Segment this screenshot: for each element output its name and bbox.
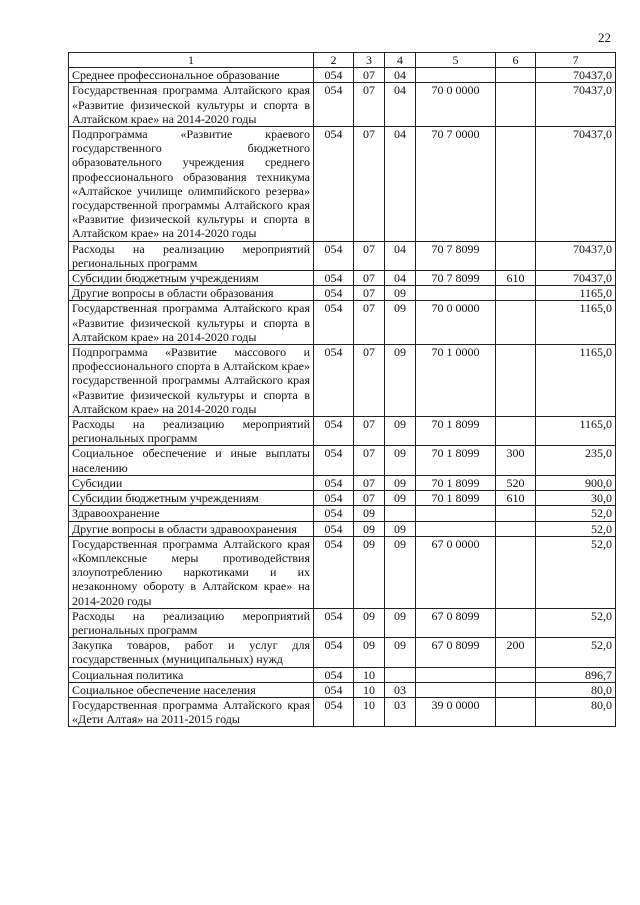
target-article-cell: 70 1 0000 (416, 345, 496, 417)
target-article-cell: 70 0 0000 (416, 301, 496, 345)
subsection-code-cell (385, 667, 416, 682)
section-code-cell: 07 (354, 475, 385, 490)
table-row (69, 286, 616, 301)
row-name-cell: Здравоохранение (69, 506, 314, 521)
expense-type-cell (496, 697, 536, 726)
ministry-code-cell: 054 (314, 241, 354, 270)
ministry-code-cell: 054 (314, 417, 354, 446)
amount-cell: 1165,0 (536, 417, 616, 446)
section-code-cell: 07 (354, 286, 385, 301)
amount-cell: 70437,0 (536, 83, 616, 127)
table-row (69, 417, 616, 446)
subsection-code-cell: 09 (385, 491, 416, 506)
section-code-cell: 07 (354, 301, 385, 345)
row-name-cell: Субсидии (69, 475, 314, 490)
target-article-cell: 70 7 0000 (416, 127, 496, 242)
subsection-code-cell: 04 (385, 68, 416, 83)
row-name-cell: Закупка товаров, работ и услуг для государственных (муниципальных) нужд (69, 638, 314, 667)
section-code-cell: 09 (354, 608, 385, 637)
ministry-code-cell: 054 (314, 271, 354, 286)
expense-type-cell: 300 (496, 446, 536, 475)
section-code-cell: 07 (354, 491, 385, 506)
table-row (69, 475, 616, 490)
target-article-cell (416, 667, 496, 682)
section-code-cell: 10 (354, 667, 385, 682)
ministry-code-cell: 054 (314, 83, 354, 127)
target-article-cell (416, 521, 496, 536)
subsection-code-cell: 03 (385, 697, 416, 726)
ministry-code-cell: 054 (314, 521, 354, 536)
target-article-cell (416, 286, 496, 301)
header-row (69, 53, 616, 68)
table-row (69, 345, 616, 417)
section-code-cell: 07 (354, 83, 385, 127)
amount-cell: 1165,0 (536, 301, 616, 345)
table-row (69, 301, 616, 345)
subsection-code-cell: 09 (385, 446, 416, 475)
target-article-cell: 70 0 0000 (416, 83, 496, 127)
row-name-cell: Социальная политика (69, 667, 314, 682)
subsection-code-cell: 04 (385, 127, 416, 242)
section-code-cell: 10 (354, 697, 385, 726)
table-row (69, 271, 616, 286)
subsection-code-cell: 04 (385, 241, 416, 270)
row-name-cell: Среднее профессиональное образование (69, 68, 314, 83)
target-article-cell: 67 0 8099 (416, 638, 496, 667)
section-code-cell: 10 (354, 682, 385, 697)
section-code-cell: 09 (354, 506, 385, 521)
amount-cell: 80,0 (536, 682, 616, 697)
column-header: 2 (314, 53, 354, 68)
subsection-code-cell (385, 506, 416, 521)
column-header: 5 (416, 53, 496, 68)
table-row (69, 521, 616, 536)
column-header: 3 (354, 53, 385, 68)
section-code-cell: 09 (354, 638, 385, 667)
subsection-code-cell: 09 (385, 638, 416, 667)
amount-cell: 52,0 (536, 608, 616, 637)
expense-type-cell: 520 (496, 475, 536, 490)
expense-type-cell (496, 345, 536, 417)
amount-cell: 70437,0 (536, 68, 616, 83)
subsection-code-cell: 04 (385, 83, 416, 127)
expense-type-cell (496, 521, 536, 536)
expense-type-cell (496, 286, 536, 301)
ministry-code-cell: 054 (314, 301, 354, 345)
target-article-cell (416, 68, 496, 83)
subsection-code-cell: 09 (385, 345, 416, 417)
amount-cell: 70437,0 (536, 127, 616, 242)
expense-type-cell (496, 506, 536, 521)
expense-type-cell (496, 682, 536, 697)
subsection-code-cell: 09 (385, 417, 416, 446)
ministry-code-cell: 054 (314, 506, 354, 521)
row-name-cell: Расходы на реализацию мероприятий региональных программ (69, 608, 314, 637)
target-article-cell: 70 1 8099 (416, 475, 496, 490)
section-code-cell: 07 (354, 271, 385, 286)
table-row (69, 667, 616, 682)
table-row (69, 638, 616, 667)
expense-type-cell (496, 127, 536, 242)
row-name-cell: Социальное обеспечение населения (69, 682, 314, 697)
row-name-cell: Государственная программа Алтайского края «Дети Алтая» на 2011-2015 годы (69, 697, 314, 726)
subsection-code-cell: 03 (385, 682, 416, 697)
ministry-code-cell: 054 (314, 536, 354, 608)
subsection-code-cell: 09 (385, 608, 416, 637)
amount-cell: 900,0 (536, 475, 616, 490)
column-header: 7 (536, 53, 616, 68)
budget-table (68, 52, 616, 727)
column-header: 6 (496, 53, 536, 68)
ministry-code-cell: 054 (314, 345, 354, 417)
amount-cell: 52,0 (536, 638, 616, 667)
table-row (69, 241, 616, 270)
expense-type-cell (496, 83, 536, 127)
ministry-code-cell: 054 (314, 286, 354, 301)
row-name-cell: Расходы на реализацию мероприятий региональных программ (69, 417, 314, 446)
ministry-code-cell: 054 (314, 491, 354, 506)
target-article-cell: 39 0 0000 (416, 697, 496, 726)
expense-type-cell (496, 536, 536, 608)
expense-type-cell (496, 241, 536, 270)
table-row (69, 697, 616, 726)
table-row (69, 491, 616, 506)
expense-type-cell (496, 667, 536, 682)
amount-cell: 52,0 (536, 536, 616, 608)
target-article-cell: 70 1 8099 (416, 417, 496, 446)
column-header: 1 (69, 53, 314, 68)
table-row (69, 536, 616, 608)
amount-cell: 1165,0 (536, 286, 616, 301)
amount-cell: 235,0 (536, 446, 616, 475)
section-code-cell: 07 (354, 417, 385, 446)
amount-cell: 30,0 (536, 491, 616, 506)
row-name-cell: Субсидии бюджетным учреждениям (69, 271, 314, 286)
subsection-code-cell: 09 (385, 301, 416, 345)
ministry-code-cell: 054 (314, 638, 354, 667)
table-row (69, 127, 616, 242)
ministry-code-cell: 054 (314, 682, 354, 697)
row-name-cell: Другие вопросы в области образования (69, 286, 314, 301)
section-code-cell: 09 (354, 521, 385, 536)
ministry-code-cell: 054 (314, 697, 354, 726)
amount-cell: 70437,0 (536, 241, 616, 270)
expense-type-cell (496, 417, 536, 446)
row-name-cell: Субсидии бюджетным учреждениям (69, 491, 314, 506)
expense-type-cell (496, 301, 536, 345)
row-name-cell: Другие вопросы в области здравоохранения (69, 521, 314, 536)
expense-type-cell: 610 (496, 491, 536, 506)
target-article-cell: 70 1 8099 (416, 491, 496, 506)
table-row (69, 68, 616, 83)
ministry-code-cell: 054 (314, 475, 354, 490)
page-number: 22 (598, 30, 611, 45)
row-name-cell: Государственная программа Алтайского края «Комплексные меры противодействия злоупотреблению наркотиками и их незаконному обороту в Алтайском крае» на 2014-2020 годы (69, 536, 314, 608)
subsection-code-cell: 09 (385, 536, 416, 608)
target-article-cell (416, 682, 496, 697)
row-name-cell: Подпрограмма «Развитие массового и профессионального спорта в Алтайском крае» государственной программы Алтайского края «Развитие физической культуры и спорта в Алтайском крае» на 2014-2020 годы (69, 345, 314, 417)
row-name-cell: Социальное обеспечение и иные выплаты населению (69, 446, 314, 475)
target-article-cell: 70 7 8099 (416, 271, 496, 286)
target-article-cell: 70 7 8099 (416, 241, 496, 270)
amount-cell: 70437,0 (536, 271, 616, 286)
table-row (69, 682, 616, 697)
amount-cell: 52,0 (536, 521, 616, 536)
expense-type-cell: 610 (496, 271, 536, 286)
subsection-code-cell: 09 (385, 521, 416, 536)
row-name-cell: Государственная программа Алтайского края «Развитие физической культуры и спорта в Алтайском крае» на 2014-2020 годы (69, 83, 314, 127)
target-article-cell: 67 0 8099 (416, 608, 496, 637)
target-article-cell: 67 0 0000 (416, 536, 496, 608)
expense-type-cell (496, 68, 536, 83)
subsection-code-cell: 09 (385, 286, 416, 301)
table-row (69, 83, 616, 127)
table-row (69, 446, 616, 475)
amount-cell: 52,0 (536, 506, 616, 521)
section-code-cell: 07 (354, 446, 385, 475)
column-header: 4 (385, 53, 416, 68)
section-code-cell: 07 (354, 68, 385, 83)
row-name-cell: Расходы на реализацию мероприятий региональных программ (69, 241, 314, 270)
expense-type-cell (496, 608, 536, 637)
amount-cell: 80,0 (536, 697, 616, 726)
ministry-code-cell: 054 (314, 667, 354, 682)
ministry-code-cell: 054 (314, 608, 354, 637)
table-row (69, 608, 616, 637)
expense-type-cell: 200 (496, 638, 536, 667)
amount-cell: 1165,0 (536, 345, 616, 417)
amount-cell: 896,7 (536, 667, 616, 682)
subsection-code-cell: 04 (385, 271, 416, 286)
ministry-code-cell: 054 (314, 446, 354, 475)
section-code-cell: 09 (354, 536, 385, 608)
table-row (69, 506, 616, 521)
target-article-cell: 70 1 8099 (416, 446, 496, 475)
target-article-cell (416, 506, 496, 521)
ministry-code-cell: 054 (314, 68, 354, 83)
section-code-cell: 07 (354, 241, 385, 270)
row-name-cell: Подпрограмма «Развитие краевого государственного бюджетного образовательного учреждения среднего профессионального образования техникума «Алтайское училище олимпийского резерва» государственной программы Алтайского края «Развитие физической культуры и спорта в Алтайском крае» на 2014-2020 годы (69, 127, 314, 242)
section-code-cell: 07 (354, 345, 385, 417)
subsection-code-cell: 09 (385, 475, 416, 490)
ministry-code-cell: 054 (314, 127, 354, 242)
table-body (69, 68, 616, 727)
row-name-cell: Государственная программа Алтайского края «Развитие физической культуры и спорта в Алтайском крае» на 2014-2020 годы (69, 301, 314, 345)
section-code-cell: 07 (354, 127, 385, 242)
